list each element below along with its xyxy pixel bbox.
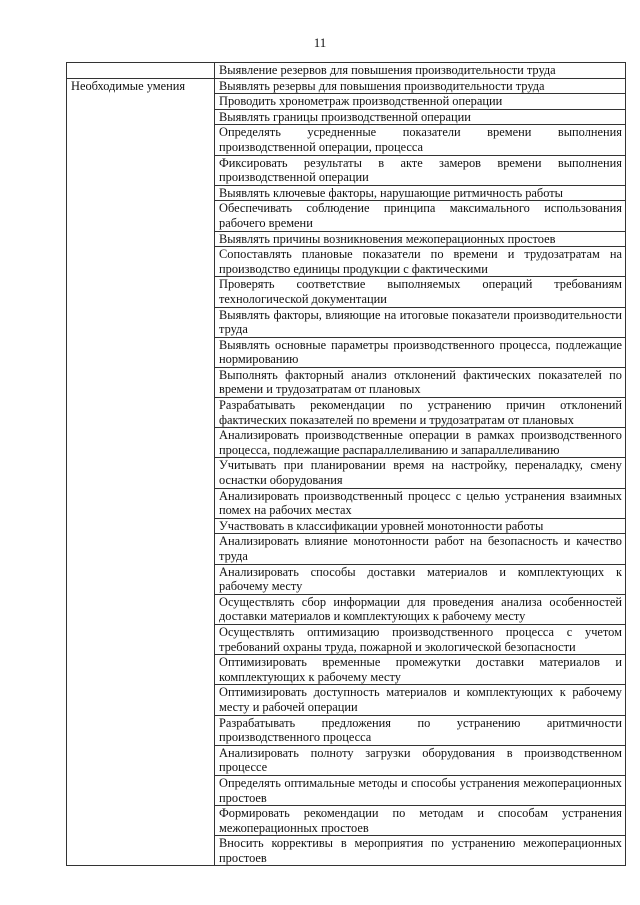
skill-cell: Разрабатывать предложения по устранению аритмичности производственного процесса	[215, 715, 626, 745]
skills-table	[66, 62, 626, 866]
skill-cell: Анализировать способы доставки материалов и комплектующих к рабочему месту	[215, 564, 626, 594]
table-row	[67, 78, 626, 94]
skill-cell: Разрабатывать рекомендации по устранению причин отклонений фактических показателей по времени и трудозатратам от плановых	[215, 398, 626, 428]
skill-cell: Участвовать в классификации уровней монотонности работы	[215, 518, 626, 534]
skill-cell: Учитывать при планировании время на настройку, переналадку, смену оснастки оборудования	[215, 458, 626, 488]
skill-cell: Выявлять ключевые факторы, нарушающие ритмичность работы	[215, 185, 626, 201]
skill-cell: Определять усредненные показатели времени выполнения производственной операции, процесса	[215, 125, 626, 155]
skill-cell: Проводить хронометраж производственной операции	[215, 94, 626, 110]
skill-cell: Формировать рекомендации по методам и способам устранения межоперационных простоев	[215, 806, 626, 836]
skill-cell: Вносить коррективы в мероприятия по устранению межоперационных простоев	[215, 836, 626, 866]
skill-cell: Обеспечивать соблюдение принципа максимального использования рабочего времени	[215, 201, 626, 231]
table-cell: Выявление резервов для повышения производительности труда	[215, 63, 626, 79]
skill-cell: Проверять соответствие выполняемых операций требованиям технологической документации	[215, 277, 626, 307]
skill-cell: Оптимизировать доступность материалов и комплектующих к рабочему месту и рабочей операции	[215, 685, 626, 715]
skills-table-body	[67, 63, 626, 866]
skill-cell: Выявлять границы производственной операции	[215, 109, 626, 125]
empty-label-cell	[67, 63, 215, 79]
skill-cell: Сопоставлять плановые показатели по времени и трудозатратам на производство единицы продукции с фактическими	[215, 247, 626, 277]
skill-cell: Анализировать производственные операции в рамках производственного процесса, подлежащие распараллеливанию и запараллеливанию	[215, 428, 626, 458]
skill-cell: Оптимизировать временные промежутки доставки материалов и комплектующих к рабочему месту	[215, 655, 626, 685]
skill-cell: Выполнять факторный анализ отклонений фактических показателей по времени и трудозатратам от плановых	[215, 367, 626, 397]
skill-cell: Фиксировать результаты в акте замеров времени выполнения производственной операции	[215, 155, 626, 185]
skill-cell: Анализировать влияние монотонности работ на безопасность и качество труда	[215, 534, 626, 564]
skill-cell: Осуществлять сбор информации для проведения анализа особенностей доставки материалов и комплектующих к рабочему месту	[215, 594, 626, 624]
page-number: 11	[313, 35, 327, 50]
section-label-cell: Необходимые умения	[67, 78, 215, 866]
skill-cell: Выявлять причины возникновения межоперационных простоев	[215, 231, 626, 247]
skill-cell: Выявлять факторы, влияющие на итоговые показатели производительности труда	[215, 307, 626, 337]
skill-cell: Анализировать производственный процесс с целью устранения взаимных помех на рабочих местах	[215, 488, 626, 518]
skill-cell: Определять оптимальные методы и способы устранения межоперационных простоев	[215, 775, 626, 805]
skill-cell: Анализировать полноту загрузки оборудования в производственном процессе	[215, 745, 626, 775]
table-row	[67, 63, 626, 79]
skill-cell: Выявлять основные параметры производственного процесса, подлежащие нормированию	[215, 337, 626, 367]
skill-cell: Осуществлять оптимизацию производственного процесса с учетом требований охраны труда, пожарной и экологической безопасности	[215, 624, 626, 654]
skill-cell: Выявлять резервы для повышения производительности труда	[215, 78, 626, 94]
